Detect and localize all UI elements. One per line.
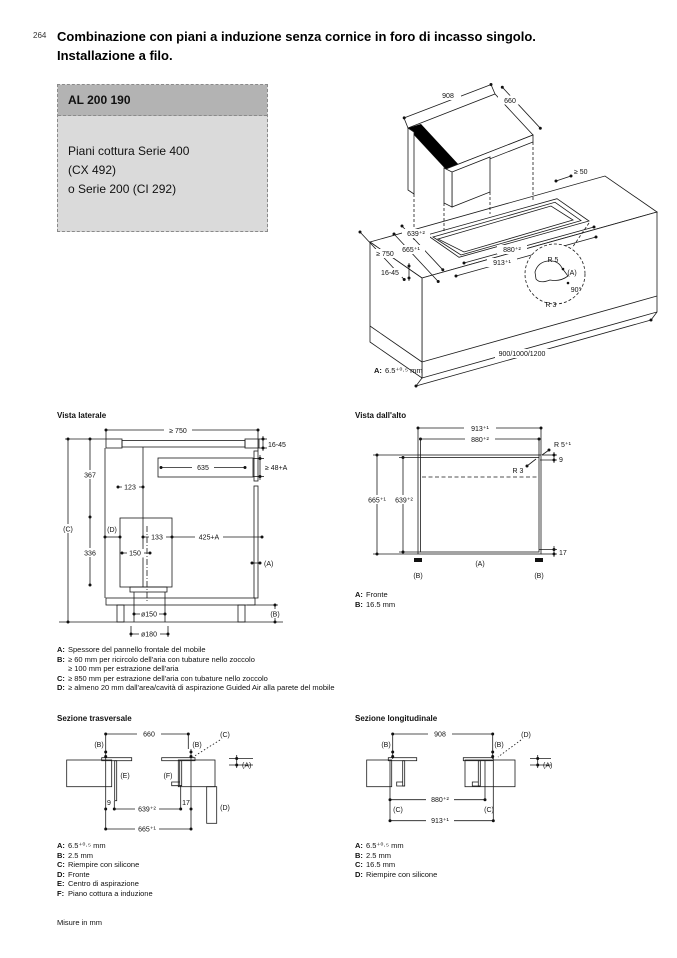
cross-dim-660: 660 (143, 731, 155, 739)
iso-dim-widths: 900/1000/1200 (498, 351, 546, 358)
isometric-drawing (352, 82, 664, 394)
long-dim-908: 908 (434, 731, 446, 739)
side-view-structure (59, 439, 283, 622)
cross-dim-9: 9 (107, 800, 111, 807)
model-desc-line3: o Serie 200 (CI 292) (68, 182, 177, 196)
cross-dim-f: (F) (163, 773, 173, 780)
top-dim-a: (A) (475, 561, 485, 568)
iso-note-key: A: (374, 366, 382, 375)
legend-value: 6.5⁺⁰·⁵ mm (366, 841, 404, 850)
iso-detail-90deg: 90° (570, 287, 582, 294)
legend-key: B: (355, 599, 363, 609)
units-note: Misure in mm (57, 918, 103, 927)
side-dim-b: (B) (270, 611, 280, 619)
note-key: C: (57, 673, 65, 683)
legend-value: 16.5 mm (366, 860, 396, 869)
cross-section-dimensions (94, 730, 253, 834)
cross-dim-d: (D) (220, 805, 230, 812)
top-dim-880: 880⁺² (471, 437, 489, 444)
long-dim-d: (D) (521, 732, 531, 739)
long-dim-913: 913⁺¹ (431, 818, 449, 825)
side-dim-750: ≥ 750 (169, 428, 187, 435)
legend-value: 16.5 mm (366, 599, 396, 609)
iso-dim-639: 639⁺² (407, 231, 425, 238)
legend-value: Fronte (366, 590, 388, 599)
long-dim-880: 880⁺² (431, 797, 449, 804)
iso-note-value: 6.5⁺⁰·⁵ mm (385, 366, 423, 375)
top-dim-913: 913⁺¹ (471, 426, 489, 433)
title-line-1: Combinazione con piani a induzione senza cornice in foro di incasso singolo. (57, 29, 536, 44)
installation-notes (57, 645, 387, 693)
long-section-legend (355, 841, 437, 879)
side-dim-48a: ≥ 48+A (265, 465, 288, 472)
model-number: AL 200 190 (58, 85, 267, 116)
side-dim-d: (D) (107, 527, 117, 534)
iso-detail-r5: R 5 (547, 257, 559, 264)
legend-key: C: (57, 860, 65, 869)
top-dim-9: 9 (559, 457, 563, 464)
top-view-legend (355, 590, 395, 609)
side-dim-367: 367 (84, 472, 96, 480)
legend-key: C: (355, 860, 363, 869)
top-view-drawing (355, 424, 605, 589)
counter-outline (370, 176, 657, 378)
side-dim-dia150: ø150 (141, 611, 157, 619)
cross-dim-17: 17 (182, 800, 190, 807)
legend-key: A: (355, 841, 363, 850)
note-value: ≥ 60 mm per ricircolo dell'aria con tubature nello zoccolo (68, 654, 255, 664)
top-dim-665: 665⁺¹ (368, 497, 386, 505)
legend-value: Centro di aspirazione (68, 879, 139, 888)
side-dim-a: (A) (264, 561, 274, 568)
note-value: Spessore del pannello frontale del mobile (68, 645, 206, 654)
legend-value: Fronte (68, 869, 90, 879)
top-view-dimensions (363, 424, 572, 580)
top-dim-17: 17 (559, 550, 567, 557)
note-value: ≥ 850 mm per estrazione dell'aria con tubature nello zoccolo (68, 673, 268, 683)
side-view-heading: Vista laterale (57, 411, 107, 420)
legend-value: 2.5 mm (68, 850, 94, 860)
page-number: 264 (33, 31, 47, 40)
side-dim-c: (C) (63, 526, 73, 534)
long-dim-c2: (C) (484, 807, 494, 814)
long-dim-b2: (B) (494, 742, 504, 749)
model-description (58, 116, 267, 199)
legend-key: D: (355, 869, 363, 879)
cross-dim-e: (E) (120, 773, 130, 780)
top-dim-b2: (B) (534, 573, 544, 580)
model-info-box (57, 84, 268, 232)
legend-value: 2.5 mm (366, 850, 392, 860)
note-key (57, 664, 68, 674)
long-dim-a: (A) (543, 762, 553, 770)
long-dim-c1: (C) (393, 807, 403, 814)
iso-dim-50: ≥ 50 (574, 169, 588, 176)
top-view-structure (414, 455, 543, 562)
iso-dim-908: 908 (442, 93, 454, 100)
iso-note (374, 366, 423, 376)
note-key: B: (57, 654, 65, 664)
legend-value: Riempire con silicone (68, 860, 140, 869)
top-dim-b1: (B) (413, 573, 423, 580)
page-title (57, 27, 637, 65)
side-dim-dia180: ø180 (141, 631, 157, 639)
iso-dim-880: 880⁺² (503, 247, 521, 254)
title-line-2: Installazione a filo. (57, 48, 173, 63)
side-dim-123: 123 (124, 484, 136, 492)
side-dim-150: 150 (129, 550, 141, 558)
legend-value: Piano cottura a induzione (68, 888, 153, 898)
cross-dim-c: (C) (220, 732, 230, 739)
top-dim-639: 639⁺² (395, 497, 413, 505)
cross-section-drawing (57, 727, 307, 839)
legend-key: A: (57, 841, 65, 850)
long-section-heading: Sezione longitudinale (355, 714, 438, 723)
legend-key: B: (57, 850, 65, 860)
iso-dim-665: 665⁺¹ (402, 247, 420, 254)
iso-dim-660: 660 (504, 98, 516, 105)
top-view-heading: Vista dall'alto (355, 411, 407, 420)
side-dim-336: 336 (84, 550, 96, 558)
cross-dim-b2: (B) (192, 742, 202, 749)
cross-dim-665: 665⁺¹ (138, 826, 156, 834)
model-desc-line2: (CX 492) (68, 163, 117, 177)
cross-dim-b1: (B) (94, 742, 104, 749)
iso-detail-a: (A) (567, 270, 577, 277)
side-dim-635: 635 (197, 465, 209, 472)
cross-section-heading: Sezione trasversale (57, 714, 132, 723)
long-dim-b1: (B) (381, 742, 391, 749)
note-value: ≥ almeno 20 mm dall'area/cavità di aspirazione Guided Air alla parete del mobile (68, 683, 335, 692)
legend-key: B: (355, 850, 363, 860)
iso-dim-1645: 16-45 (381, 270, 399, 277)
iso-detail-r3: R 3 (545, 302, 557, 309)
side-view-drawing (57, 426, 303, 646)
top-dim-r3: R 3 (512, 468, 524, 475)
legend-key: E: (57, 879, 65, 888)
note-value: ≥ 100 mm per estrazione dell'aria (68, 664, 179, 673)
top-dim-r5: R 5⁺¹ (554, 442, 571, 449)
iso-dim-913: 913⁺¹ (493, 260, 511, 267)
long-section-drawing (355, 727, 605, 839)
legend-key: F: (57, 888, 65, 898)
note-key: D: (57, 683, 65, 692)
legend-value: 6.5⁺⁰·⁵ mm (68, 841, 106, 850)
iso-dim-750: ≥ 750 (376, 251, 394, 258)
side-dim-133: 133 (151, 534, 163, 542)
legend-key: A: (355, 590, 363, 599)
side-dim-1645: 16-45 (268, 442, 286, 449)
legend-key: D: (57, 869, 65, 879)
long-section-structure (367, 758, 515, 787)
cross-dim-a: (A) (242, 762, 252, 770)
legend-value: Riempire con silicone (366, 869, 438, 879)
side-dim-425a: 425+A (198, 534, 220, 542)
long-section-dimensions (381, 730, 552, 826)
cross-section-legend (57, 841, 153, 898)
model-desc-line1: Piani cottura Serie 400 (68, 144, 190, 158)
note-key: A: (57, 645, 65, 654)
cross-dim-639: 639⁺² (138, 806, 156, 814)
